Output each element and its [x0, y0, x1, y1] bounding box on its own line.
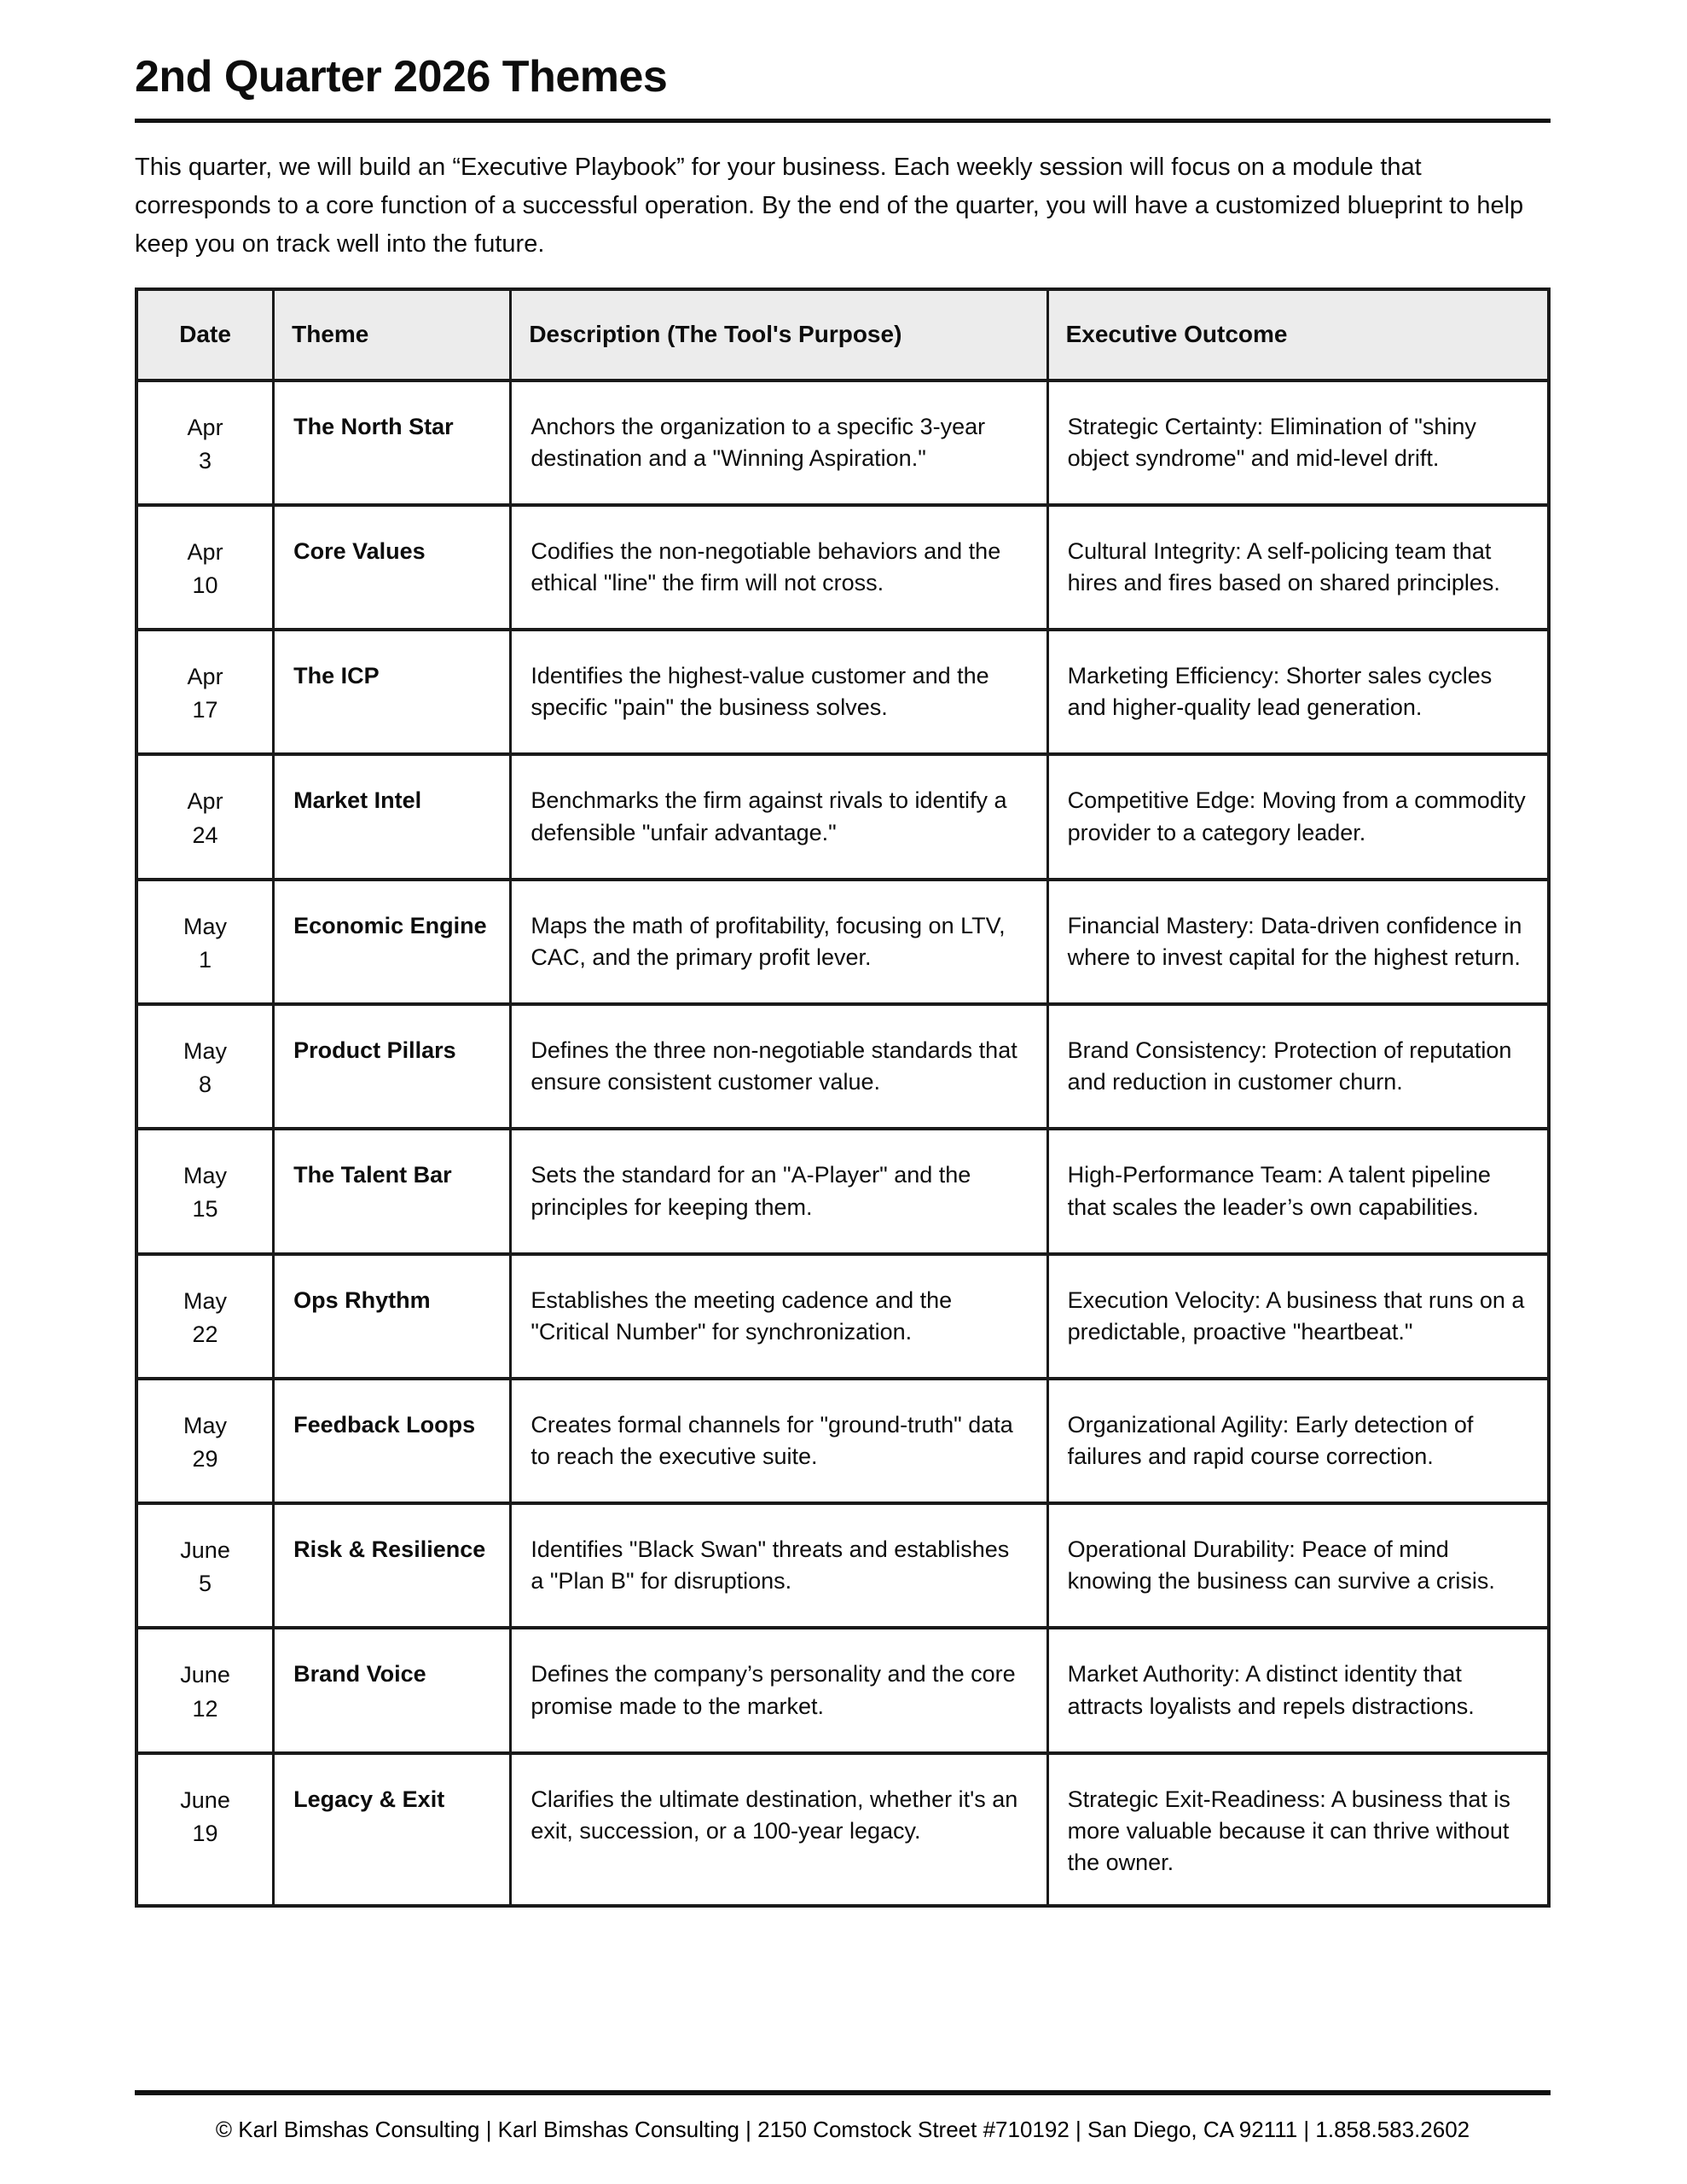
description-cell: Maps the math of profitability, focusing on LTV, CAC, and the primary profit lever. [511, 880, 1047, 1004]
description-cell: Anchors the organization to a specific 3-year destination and a "Winning Aspiration." [511, 380, 1047, 505]
date-cell [136, 1254, 274, 1379]
theme-cell: The North Star [274, 380, 511, 505]
theme-cell: The ICP [274, 630, 511, 754]
description-cell: Establishes the meeting cadence and the "Critical Number" for synchronization. [511, 1254, 1047, 1379]
date-month: June [180, 1786, 230, 1813]
description-cell: Identifies the highest-value customer and the specific "pain" the business solves. [511, 630, 1047, 754]
outcome-cell: Strategic Certainty: Elimination of "shiny object syndrome" and mid-level drift. [1047, 380, 1549, 505]
description-cell: Defines the three non-negotiable standards that ensure consistent customer value. [511, 1004, 1047, 1129]
outcome-cell: Market Authority: A distinct identity that attracts loyalists and repels distractions. [1047, 1628, 1549, 1752]
description-cell: Clarifies the ultimate destination, whether it's an exit, succession, or a 100-year legacy. [511, 1753, 1047, 1907]
date-month: May [183, 1287, 228, 1314]
table-row [136, 1379, 1549, 1503]
table-row [136, 1503, 1549, 1628]
theme-cell: The Talent Bar [274, 1129, 511, 1253]
description-cell: Defines the company’s personality and the core promise made to the market. [511, 1628, 1047, 1752]
outcome-cell: Strategic Exit-Readiness: A business that is more valuable because it can thrive without the owner. [1047, 1753, 1549, 1907]
outcome-cell: Financial Mastery: Data-driven confidence in where to invest capital for the highest return. [1047, 880, 1549, 1004]
outcome-cell: Execution Velocity: A business that runs on a predictable, proactive "heartbeat." [1047, 1254, 1549, 1379]
theme-cell: Feedback Loops [274, 1379, 511, 1503]
table-header [136, 289, 1549, 380]
table-body [136, 380, 1549, 1907]
header-theme: Theme [274, 289, 511, 380]
description-cell: Identifies "Black Swan" threats and establishes a "Plan B" for disruptions. [511, 1503, 1047, 1628]
outcome-cell: Organizational Agility: Early detection of failures and rapid course correction. [1047, 1379, 1549, 1503]
header-outcome: Executive Outcome [1047, 289, 1549, 380]
outcome-cell: High-Performance Team: A talent pipeline that scales the leader’s own capabilities. [1047, 1129, 1549, 1253]
date-month: Apr [187, 664, 223, 690]
outcome-cell: Competitive Edge: Moving from a commodity provider to a category leader. [1047, 754, 1549, 879]
date-day: 15 [192, 1196, 218, 1223]
date-day: 19 [192, 1820, 218, 1846]
header-description: Description (The Tool's Purpose) [511, 289, 1047, 380]
date-month: Apr [187, 788, 223, 815]
header-row [136, 289, 1549, 380]
intro-paragraph: This quarter, we will build an “Executive Playbook” for your business. Each weekly session will focus on a module that corresponds to a core function of a successful operation. By the end of the quarter, you will have a customized blueprint to help keep you on track well into the future. [135, 154, 1524, 258]
date-cell [136, 1628, 274, 1752]
date-month: June [180, 1537, 230, 1564]
themes-table [135, 288, 1551, 1908]
date-day: 24 [192, 822, 218, 848]
date-day: 5 [199, 1571, 212, 1597]
table-row [136, 1254, 1549, 1379]
date-cell [136, 754, 274, 879]
date-cell [136, 505, 274, 630]
date-day: 3 [199, 447, 212, 473]
description-cell: Codifies the non-negotiable behaviors and the ethical "line" the firm will not cross. [511, 505, 1047, 630]
page-title: 2nd Quarter 2026 Themes [135, 41, 1551, 123]
date-month: Apr [187, 538, 223, 565]
table-row [136, 505, 1549, 630]
outcome-cell: Marketing Efficiency: Shorter sales cycles and higher-quality lead generation. [1047, 630, 1549, 754]
date-cell [136, 1503, 274, 1628]
theme-cell: Market Intel [274, 754, 511, 879]
theme-cell: Core Values [274, 505, 511, 630]
description-cell: Creates formal channels for "ground-truth" data to reach the executive suite. [511, 1379, 1047, 1503]
date-cell [136, 880, 274, 1004]
description-cell: Sets the standard for an "A-Player" and the principles for keeping them. [511, 1129, 1047, 1253]
outcome-cell: Operational Durability: Peace of mind knowing the business can survive a crisis. [1047, 1503, 1549, 1628]
date-cell [136, 1379, 274, 1503]
theme-cell: Product Pillars [274, 1004, 511, 1129]
outcome-cell: Cultural Integrity: A self-policing team that hires and fires based on shared principles. [1047, 505, 1549, 630]
table-row [136, 630, 1549, 754]
table-row [136, 1004, 1549, 1129]
theme-cell: Ops Rhythm [274, 1254, 511, 1379]
description-cell: Benchmarks the firm against rivals to identify a defensible "unfair advantage." [511, 754, 1047, 879]
date-cell [136, 630, 274, 754]
outcome-cell: Brand Consistency: Protection of reputation and reduction in customer churn. [1047, 1004, 1549, 1129]
date-day: 29 [192, 1446, 218, 1472]
date-day: 17 [192, 697, 218, 723]
date-month: Apr [187, 414, 223, 440]
date-day: 1 [199, 946, 212, 973]
theme-cell: Economic Engine [274, 880, 511, 1004]
date-month: May [183, 913, 228, 939]
table-row [136, 1753, 1549, 1907]
date-month: May [183, 1163, 228, 1189]
date-month: May [183, 1412, 228, 1438]
date-day: 12 [192, 1695, 218, 1722]
date-day: 22 [192, 1321, 218, 1347]
header-date: Date [136, 289, 274, 380]
page-footer: © Karl Bimshas Consulting | Karl Bimshas Consulting | 2150 Comstock Street #710192 | San Diego, CA 92111 | 1.858.583.2602 [135, 2090, 1551, 2145]
theme-cell: Risk & Resilience [274, 1503, 511, 1628]
date-cell [136, 380, 274, 505]
date-cell [136, 1753, 274, 1907]
table-row [136, 1628, 1549, 1752]
table-row [136, 880, 1549, 1004]
date-cell [136, 1004, 274, 1129]
theme-cell: Brand Voice [274, 1628, 511, 1752]
table-row [136, 380, 1549, 505]
date-cell [136, 1129, 274, 1253]
table-row [136, 1129, 1549, 1253]
date-day: 8 [199, 1072, 212, 1098]
date-month: May [183, 1038, 228, 1065]
theme-cell: Legacy & Exit [274, 1753, 511, 1907]
table-row [136, 754, 1549, 879]
date-month: June [180, 1662, 230, 1688]
date-day: 10 [192, 572, 218, 599]
